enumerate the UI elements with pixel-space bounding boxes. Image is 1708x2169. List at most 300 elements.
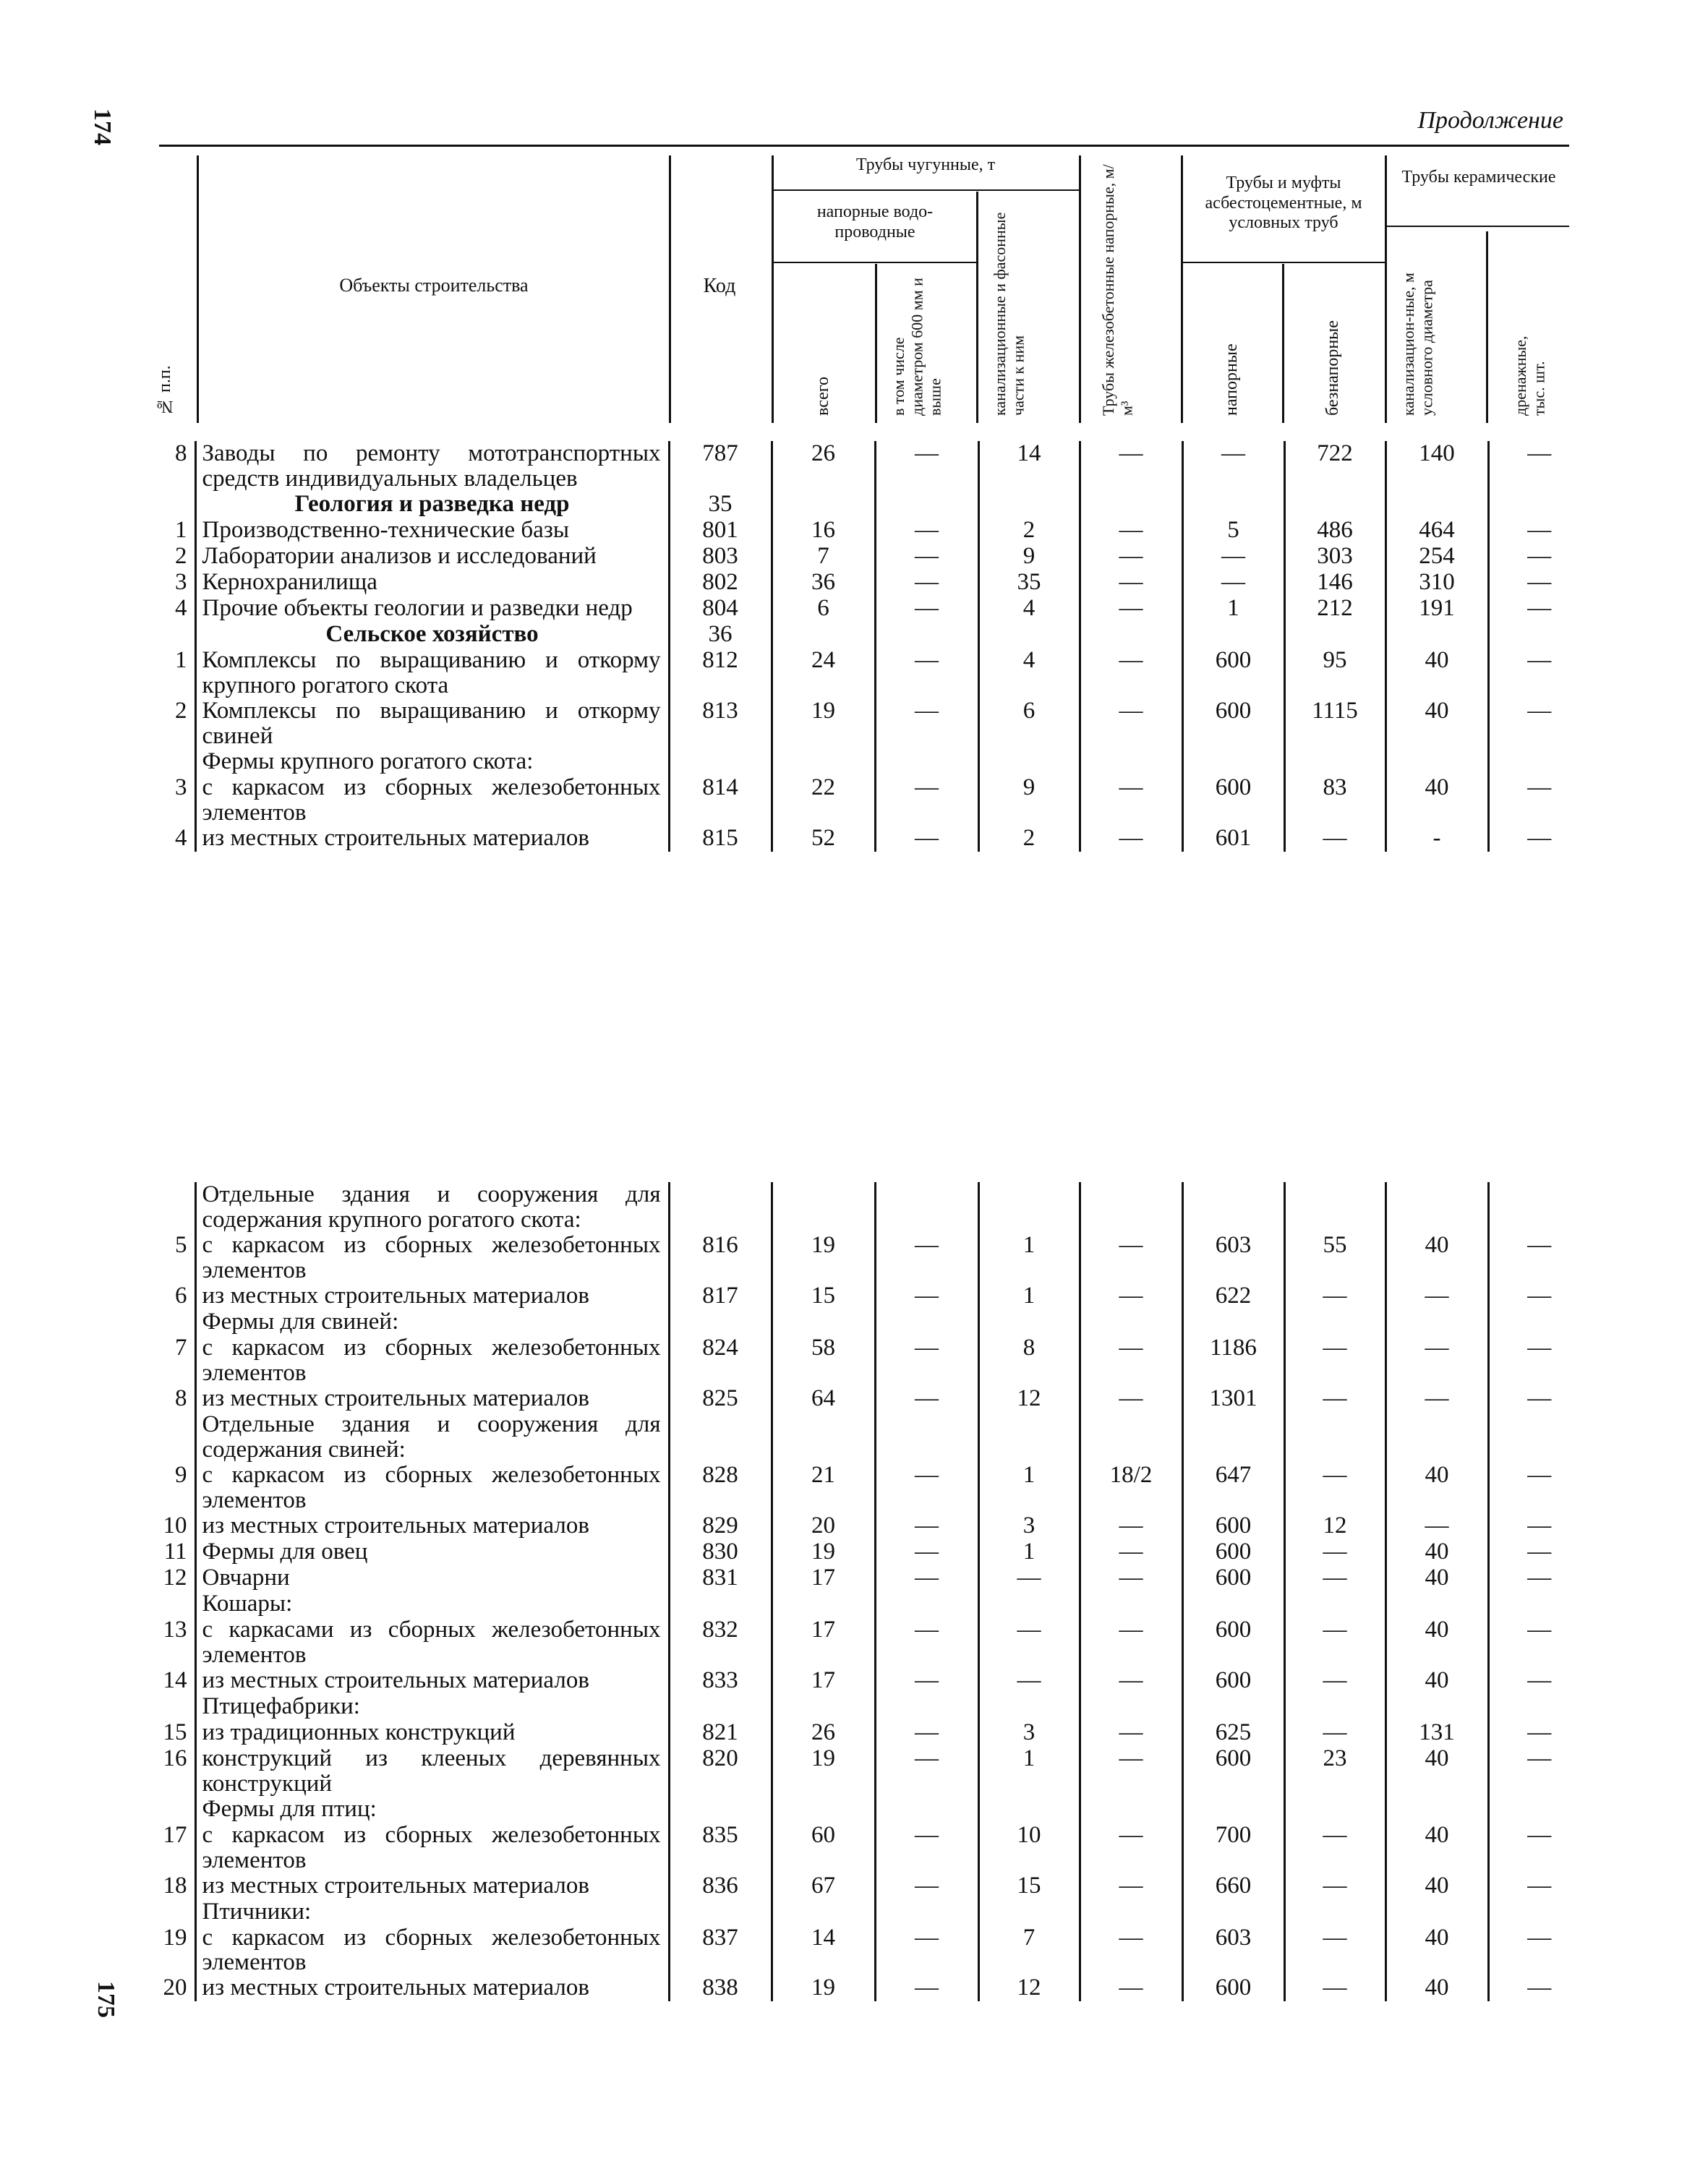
row-number: 19: [163, 1924, 187, 1951]
table-row: [148, 441, 1674, 492]
section-row: [148, 622, 1674, 648]
object-name: с каркасами из сборных железобетонных элементов: [195, 1617, 669, 1668]
value-asb-p: 1: [1182, 596, 1284, 622]
value-asb-p: 5: [1182, 518, 1284, 544]
value-sewer: 10: [978, 1823, 1080, 1873]
col-header-asb-nonpressure: безнапорные: [1323, 320, 1342, 416]
code-cell: [669, 749, 772, 775]
value-cer-s: 131: [1385, 1720, 1488, 1746]
value-asb-p: 600: [1182, 1975, 1284, 2001]
value-sewer: 7: [978, 1925, 1080, 1976]
value-asb-p: [1182, 1797, 1284, 1823]
value-rc: [1080, 1899, 1182, 1925]
object-name: из местных строительных материалов: [195, 1975, 669, 2001]
value-rc: [1080, 1309, 1182, 1335]
value-cer-d: [1488, 1694, 1589, 1720]
value-total: 36: [772, 570, 875, 596]
value-asb-p: [1182, 1412, 1284, 1463]
value-asb-np: 722: [1284, 441, 1385, 492]
value-cer-d: —: [1488, 1565, 1589, 1591]
value-rc: [1080, 1182, 1182, 1233]
header-subrule: [772, 262, 976, 263]
row-number: 5: [175, 1231, 187, 1258]
value-total: 19: [772, 698, 875, 749]
value-asb-np: 83: [1284, 775, 1385, 826]
value-sewer: 1: [978, 1746, 1080, 1797]
value-cer-d: —: [1488, 1975, 1589, 2001]
value-d600: [875, 1309, 978, 1335]
header-divider: [1486, 231, 1488, 423]
object-name: Кошары:: [195, 1591, 669, 1617]
value-asb-np: —: [1284, 1668, 1385, 1694]
value-asb-p: [1182, 1309, 1284, 1335]
value-sewer: —: [978, 1617, 1080, 1668]
value-sewer: 4: [978, 648, 1080, 698]
object-name: с каркасом из сборных железобетонных элементов: [195, 1925, 669, 1976]
value-rc: —: [1080, 1565, 1182, 1591]
value-asb-p: 600: [1182, 1513, 1284, 1539]
row-number: 2: [175, 697, 187, 724]
value-d600: —: [875, 1463, 978, 1513]
value-asb-np: 12: [1284, 1513, 1385, 1539]
row-number: 9: [175, 1461, 187, 1488]
row-number: 7: [175, 1334, 187, 1361]
value-sewer: [978, 1412, 1080, 1463]
value-rc: [1080, 1591, 1182, 1617]
row-number: 3: [175, 568, 187, 595]
row-number: 11: [163, 1538, 187, 1565]
table-row: [148, 775, 1674, 826]
value-asb-p: 647: [1182, 1463, 1284, 1513]
value-d600: —: [875, 596, 978, 622]
object-name: Комплексы по выращиванию и откорму крупного рогатого скота: [195, 648, 669, 698]
row-number: 18: [163, 1872, 187, 1899]
value-sewer: 3: [978, 1513, 1080, 1539]
value-cer-d: —: [1488, 1386, 1589, 1412]
row-number: 10: [163, 1512, 187, 1539]
value-d600: [875, 1694, 978, 1720]
object-name: Кернохранилища: [195, 570, 669, 596]
object-name: с каркасом из сборных железобетонных элементов: [195, 1463, 669, 1513]
table-row: [148, 1797, 1674, 1823]
value-cer-s: [1385, 1694, 1488, 1720]
table-row: [148, 1412, 1674, 1463]
section-title: Сельское хозяйство: [195, 622, 669, 648]
code-cell: 804: [669, 596, 772, 622]
object-name: Фермы для птиц:: [195, 1797, 669, 1823]
value-asb-p: —: [1182, 441, 1284, 492]
header-divider: [772, 155, 774, 423]
value-asb-np: —: [1284, 1617, 1385, 1668]
value-cer-s: 40: [1385, 1925, 1488, 1976]
page-number-bottom: 175: [93, 1981, 119, 2018]
table-body-top: [148, 441, 1674, 852]
value-rc: —: [1080, 1746, 1182, 1797]
value-asb-np: 212: [1284, 596, 1385, 622]
row-number: [148, 1694, 195, 1720]
value-rc: —: [1080, 1539, 1182, 1565]
col-header-code: Код: [703, 275, 736, 297]
value-cer-s: —: [1385, 1386, 1488, 1412]
value-total: 64: [772, 1386, 875, 1412]
table-row: [148, 1617, 1674, 1668]
value-rc: —: [1080, 1386, 1182, 1412]
table-row: [148, 596, 1674, 622]
value-cer-s: [1385, 1591, 1488, 1617]
value-cer-d: —: [1488, 1283, 1589, 1309]
row-number: [148, 1899, 195, 1925]
code-cell: 812: [669, 648, 772, 698]
value-asb-np: 95: [1284, 648, 1385, 698]
value-rc: —: [1080, 570, 1182, 596]
value-cer-s: 40: [1385, 1873, 1488, 1899]
object-name: с каркасом из сборных железобетонных элементов: [195, 1335, 669, 1386]
code-cell: 831: [669, 1565, 772, 1591]
value-cer-s: —: [1385, 1513, 1488, 1539]
value-asb-np: —: [1284, 1565, 1385, 1591]
value-sewer: 6: [978, 698, 1080, 749]
value-sewer: [978, 1591, 1080, 1617]
value-total: 67: [772, 1873, 875, 1899]
value-cer-s: 40: [1385, 1565, 1488, 1591]
value-d600: —: [875, 775, 978, 826]
value-total: 6: [772, 596, 875, 622]
value-rc: —: [1080, 775, 1182, 826]
row-number: 1: [175, 646, 187, 673]
value-cer-d: [1488, 622, 1589, 648]
table-row: [148, 749, 1674, 775]
value-d600: —: [875, 1283, 978, 1309]
value-d600: —: [875, 544, 978, 570]
table-row: [148, 1283, 1674, 1309]
value-asb-np: [1284, 1899, 1385, 1925]
object-name: из местных строительных материалов: [195, 826, 669, 852]
header-divider: [1079, 155, 1081, 423]
table-row: [148, 1823, 1674, 1873]
table-row: [148, 1925, 1674, 1976]
value-asb-np: [1284, 492, 1385, 518]
value-sewer: 4: [978, 596, 1080, 622]
continuation-label: Продолжение: [1417, 107, 1563, 134]
col-header-cer-sewer: канализацион-ные, м условного диаметра: [1399, 273, 1436, 416]
value-rc: —: [1080, 441, 1182, 492]
value-asb-np: —: [1284, 826, 1385, 852]
value-total: [772, 492, 875, 518]
value-sewer: [978, 1182, 1080, 1233]
col-header-cer-drain: дренажные, тыс. шт.: [1511, 335, 1548, 416]
col-header-pressure-water: напорные водо-проводные: [816, 202, 934, 241]
header-divider: [1282, 264, 1284, 423]
value-asb-np: 146: [1284, 570, 1385, 596]
code-cell: 802: [669, 570, 772, 596]
table-row: [148, 1335, 1674, 1386]
value-rc: —: [1080, 698, 1182, 749]
row-number: [148, 492, 195, 518]
object-name: Заводы по ремонту мототранспортных средств индивидуальных владельцев: [195, 441, 669, 492]
value-d600: —: [875, 1720, 978, 1746]
value-rc: —: [1080, 1335, 1182, 1386]
value-asb-p: 1186: [1182, 1335, 1284, 1386]
value-cer-s: 40: [1385, 648, 1488, 698]
value-total: 26: [772, 1720, 875, 1746]
row-number: 8: [175, 440, 187, 466]
value-cer-d: [1488, 1797, 1589, 1823]
value-rc: —: [1080, 1233, 1182, 1283]
value-asb-np: [1284, 1591, 1385, 1617]
value-total: 19: [772, 1746, 875, 1797]
value-cer-s: 40: [1385, 1539, 1488, 1565]
value-asb-np: 1115: [1284, 698, 1385, 749]
value-asb-p: 603: [1182, 1233, 1284, 1283]
value-cer-d: —: [1488, 544, 1589, 570]
value-d600: [875, 1412, 978, 1463]
value-cer-d: [1488, 749, 1589, 775]
value-rc: [1080, 749, 1182, 775]
code-cell: 830: [669, 1539, 772, 1565]
value-rc: —: [1080, 648, 1182, 698]
value-total: [772, 1412, 875, 1463]
value-rc: —: [1080, 1283, 1182, 1309]
value-sewer: 35: [978, 570, 1080, 596]
value-cer-s: 40: [1385, 1617, 1488, 1668]
value-d600: —: [875, 648, 978, 698]
row-number: [148, 749, 195, 775]
value-cer-s: —: [1385, 1335, 1488, 1386]
table-row: [148, 518, 1674, 544]
value-cer-d: [1488, 1309, 1589, 1335]
value-sewer: [978, 622, 1080, 648]
value-cer-d: —: [1488, 1617, 1589, 1668]
value-total: [772, 749, 875, 775]
header-subrule: [772, 189, 1079, 191]
value-rc: —: [1080, 518, 1182, 544]
value-asb-np: 55: [1284, 1233, 1385, 1283]
value-rc: [1080, 492, 1182, 518]
value-cer-d: —: [1488, 1720, 1589, 1746]
value-sewer: 3: [978, 1720, 1080, 1746]
value-d600: —: [875, 1925, 978, 1976]
value-asb-np: —: [1284, 1823, 1385, 1873]
value-rc: —: [1080, 1668, 1182, 1694]
value-cer-s: 40: [1385, 1668, 1488, 1694]
code-cell: 828: [669, 1463, 772, 1513]
value-asb-p: [1182, 1591, 1284, 1617]
value-total: 19: [772, 1975, 875, 2001]
row-number: 6: [175, 1282, 187, 1309]
object-name: Отдельные здания и сооружения для содержания крупного рогатого скота:: [195, 1182, 669, 1233]
value-asb-np: —: [1284, 1720, 1385, 1746]
row-number: 14: [163, 1667, 187, 1693]
value-total: 60: [772, 1823, 875, 1873]
value-cer-d: —: [1488, 1513, 1589, 1539]
col-header-row-no: № п.п.: [155, 365, 174, 416]
value-cer-d: —: [1488, 1668, 1589, 1694]
value-sewer: 9: [978, 775, 1080, 826]
object-name: Производственно-технические базы: [195, 518, 669, 544]
col-header-rc-pressure: Трубы железобетонные напорные, м/м³: [1099, 164, 1136, 416]
table-row: [148, 1513, 1674, 1539]
value-asb-np: —: [1284, 1386, 1385, 1412]
value-asb-np: [1284, 1182, 1385, 1233]
value-total: [772, 1309, 875, 1335]
value-cer-d: —: [1488, 1823, 1589, 1873]
value-sewer: 8: [978, 1335, 1080, 1386]
header-divider: [1385, 155, 1387, 423]
value-d600: [875, 1797, 978, 1823]
code-cell: [669, 1899, 772, 1925]
value-asb-np: —: [1284, 1335, 1385, 1386]
value-asb-p: 600: [1182, 1539, 1284, 1565]
value-asb-p: 660: [1182, 1873, 1284, 1899]
value-total: 7: [772, 544, 875, 570]
object-name: из местных строительных материалов: [195, 1386, 669, 1412]
value-sewer: —: [978, 1668, 1080, 1694]
value-total: 17: [772, 1668, 875, 1694]
table-row: [148, 1565, 1674, 1591]
code-cell: 814: [669, 775, 772, 826]
value-sewer: 1: [978, 1463, 1080, 1513]
value-cer-s: 140: [1385, 441, 1488, 492]
value-cer-s: —: [1385, 1283, 1488, 1309]
value-d600: —: [875, 441, 978, 492]
value-cer-s: [1385, 1899, 1488, 1925]
value-asb-np: [1284, 1694, 1385, 1720]
value-asb-np: [1284, 1797, 1385, 1823]
row-number: 4: [175, 824, 187, 851]
object-name: Отдельные здания и сооружения для содержания свиней:: [195, 1412, 669, 1463]
object-name: конструкций из клееных деревянных конструкций: [195, 1746, 669, 1797]
value-cer-d: [1488, 1412, 1589, 1463]
value-cer-s: 464: [1385, 518, 1488, 544]
value-total: 19: [772, 1233, 875, 1283]
value-d600: —: [875, 1539, 978, 1565]
value-asb-np: —: [1284, 1925, 1385, 1976]
table-row: [148, 1386, 1674, 1412]
value-cer-d: —: [1488, 1746, 1589, 1797]
header-divider: [875, 264, 877, 423]
value-d600: —: [875, 1335, 978, 1386]
table-row: [148, 826, 1674, 852]
value-sewer: 14: [978, 441, 1080, 492]
value-total: 17: [772, 1565, 875, 1591]
value-d600: —: [875, 1513, 978, 1539]
code-cell: 829: [669, 1513, 772, 1539]
code-cell: 787: [669, 441, 772, 492]
value-asb-p: 1301: [1182, 1386, 1284, 1412]
value-total: 52: [772, 826, 875, 852]
code-cell: 824: [669, 1335, 772, 1386]
value-cer-d: —: [1488, 775, 1589, 826]
value-asb-np: 303: [1284, 544, 1385, 570]
value-cer-d: [1488, 1899, 1589, 1925]
value-rc: —: [1080, 1975, 1182, 2001]
table-row: [148, 1591, 1674, 1617]
value-asb-np: —: [1284, 1975, 1385, 2001]
value-cer-s: 40: [1385, 1746, 1488, 1797]
value-total: 20: [772, 1513, 875, 1539]
value-asb-p: [1182, 1899, 1284, 1925]
table-row: [148, 1668, 1674, 1694]
value-d600: —: [875, 826, 978, 852]
table-row: [148, 1233, 1674, 1283]
section-title: Геология и разведка недр: [195, 492, 669, 518]
col-header-total: всего: [814, 376, 832, 416]
object-name: с каркасом из сборных железобетонных элементов: [195, 1823, 669, 1873]
value-d600: —: [875, 1823, 978, 1873]
value-cer-d: [1488, 1182, 1589, 1233]
object-name: Фермы для свиней:: [195, 1309, 669, 1335]
value-total: 58: [772, 1335, 875, 1386]
code-cell: [669, 1412, 772, 1463]
object-name: Птичники:: [195, 1899, 669, 1925]
value-total: 24: [772, 648, 875, 698]
value-rc: —: [1080, 826, 1182, 852]
row-number: [148, 1182, 195, 1233]
value-total: [772, 1591, 875, 1617]
value-rc: —: [1080, 544, 1182, 570]
value-rc: —: [1080, 1720, 1182, 1746]
value-sewer: [978, 492, 1080, 518]
value-rc: [1080, 622, 1182, 648]
value-cer-d: —: [1488, 570, 1589, 596]
value-asb-p: [1182, 1182, 1284, 1233]
table-row: [148, 1746, 1674, 1797]
value-asb-p: 622: [1182, 1283, 1284, 1309]
value-d600: —: [875, 1873, 978, 1899]
row-number: 3: [175, 774, 187, 800]
row-number: 4: [175, 594, 187, 621]
table-row: [148, 1873, 1674, 1899]
value-sewer: 1: [978, 1233, 1080, 1283]
value-total: 19: [772, 1539, 875, 1565]
value-rc: [1080, 1412, 1182, 1463]
table-row: [148, 1539, 1674, 1565]
value-total: [772, 1694, 875, 1720]
code-cell: [669, 1694, 772, 1720]
row-number: 2: [175, 542, 187, 569]
value-sewer: [978, 1694, 1080, 1720]
object-name: из местных строительных материалов: [195, 1873, 669, 1899]
value-d600: [875, 749, 978, 775]
value-d600: [875, 1591, 978, 1617]
value-cer-s: 191: [1385, 596, 1488, 622]
value-sewer: [978, 1797, 1080, 1823]
value-rc: —: [1080, 1823, 1182, 1873]
row-number: 12: [163, 1564, 187, 1591]
value-asb-p: [1182, 492, 1284, 518]
value-sewer: 1: [978, 1539, 1080, 1565]
row-number: 8: [175, 1385, 187, 1411]
row-number: 16: [163, 1745, 187, 1771]
value-sewer: [978, 749, 1080, 775]
table-row: [148, 1463, 1674, 1513]
table-row: [148, 698, 1674, 749]
value-cer-d: [1488, 1591, 1589, 1617]
value-total: 26: [772, 441, 875, 492]
header-divider: [669, 155, 671, 423]
object-name: из местных строительных материалов: [195, 1668, 669, 1694]
value-total: [772, 1797, 875, 1823]
object-name: Лаборатории анализов и исследований: [195, 544, 669, 570]
value-asb-p: [1182, 1694, 1284, 1720]
code-cell: 838: [669, 1975, 772, 2001]
value-asb-p: 600: [1182, 1746, 1284, 1797]
code-cell: 815: [669, 826, 772, 852]
value-cer-s: 254: [1385, 544, 1488, 570]
value-d600: [875, 622, 978, 648]
object-name: Фермы для овец: [195, 1539, 669, 1565]
value-asb-p: —: [1182, 570, 1284, 596]
